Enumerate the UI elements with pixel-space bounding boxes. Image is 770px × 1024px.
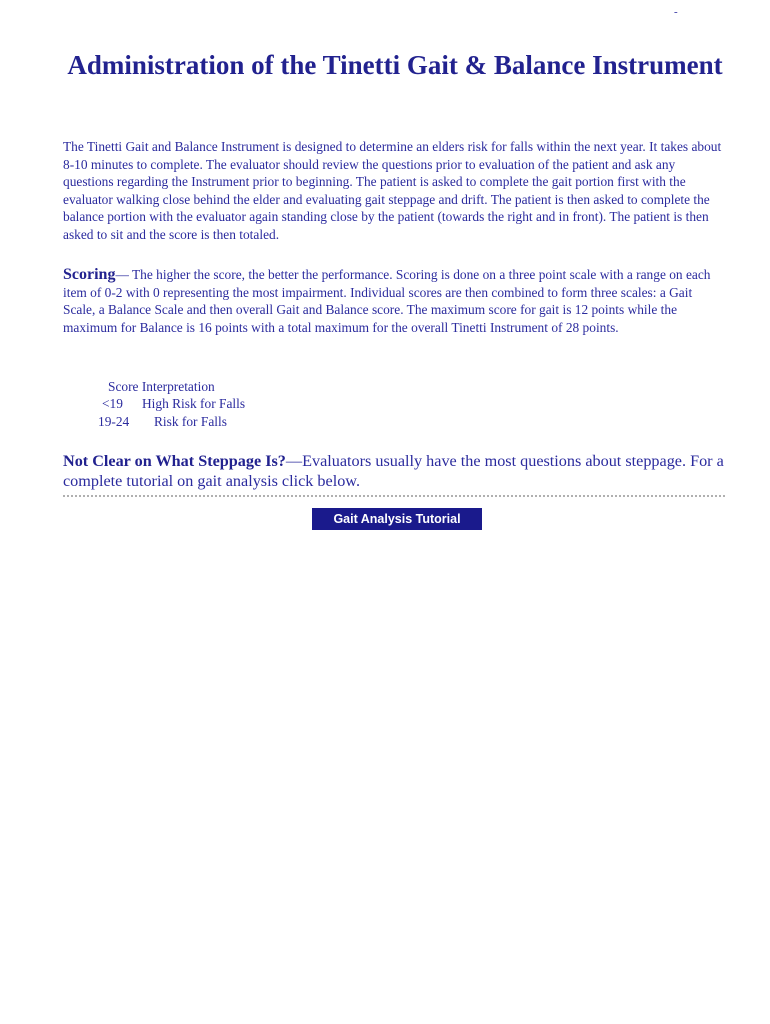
page-title: Administration of the Tinetti Gait & Balance Instrument bbox=[67, 50, 723, 80]
score-interpretation bbox=[98, 378, 245, 430]
score-row bbox=[98, 395, 245, 412]
scoring-body: The higher the score, the better the performance. Scoring is done on a three point scale with a range on each item of 0-2 with 0 representing the most impairment. Individual scores are then combined to form three scales: a Gait Scale, a Balance Scale and then overall Gait and Balance score. The maximum score for gait is 12 points while the maximum for Balance is 16 points with a total maximum for the overall Tinetti Instrument of 28 points. bbox=[63, 267, 711, 335]
steppage-paragraph bbox=[63, 452, 743, 491]
steppage-heading: Not Clear on What Steppage Is? bbox=[63, 452, 286, 470]
scoring-heading: Scoring bbox=[63, 266, 116, 283]
score-label: High Risk for Falls bbox=[142, 396, 246, 412]
score-range: 19-24 bbox=[98, 413, 130, 429]
steppage-body: —Evaluators usually have the most questions about steppage. For a complete tutorial on gait analysis click below. bbox=[63, 452, 724, 490]
dotted-divider bbox=[63, 495, 725, 497]
intro-paragraph: The Tinetti Gait and Balance Instrument is designed to determine an elders risk for falls within the next year. It takes about 8-10 minutes to complete. The evaluator should review the questions prior to evaluation of the patient and ask any questions regarding the Instrument prior to beginning. The patient is asked to complete the gait portion first with the evaluator walking close behind the elder and evaluating gait steppage and drift. The patient is then asked to complete the balance portion with the evaluator again standing close by the patient (towards the right and in front). The patient is then asked to sit and the score is then totaled. bbox=[63, 139, 722, 242]
score-row bbox=[98, 413, 245, 430]
score-label: Risk for Falls bbox=[154, 413, 227, 429]
gait-analysis-tutorial-button[interactable]: Gait Analysis Tutorial bbox=[312, 508, 482, 530]
scoring-dash: — bbox=[115, 267, 132, 282]
scoring-paragraph bbox=[63, 266, 727, 336]
score-interpretation-heading: Score Interpretation bbox=[108, 379, 215, 394]
corner-mark: - bbox=[674, 6, 678, 18]
score-range: <19 bbox=[102, 396, 123, 412]
